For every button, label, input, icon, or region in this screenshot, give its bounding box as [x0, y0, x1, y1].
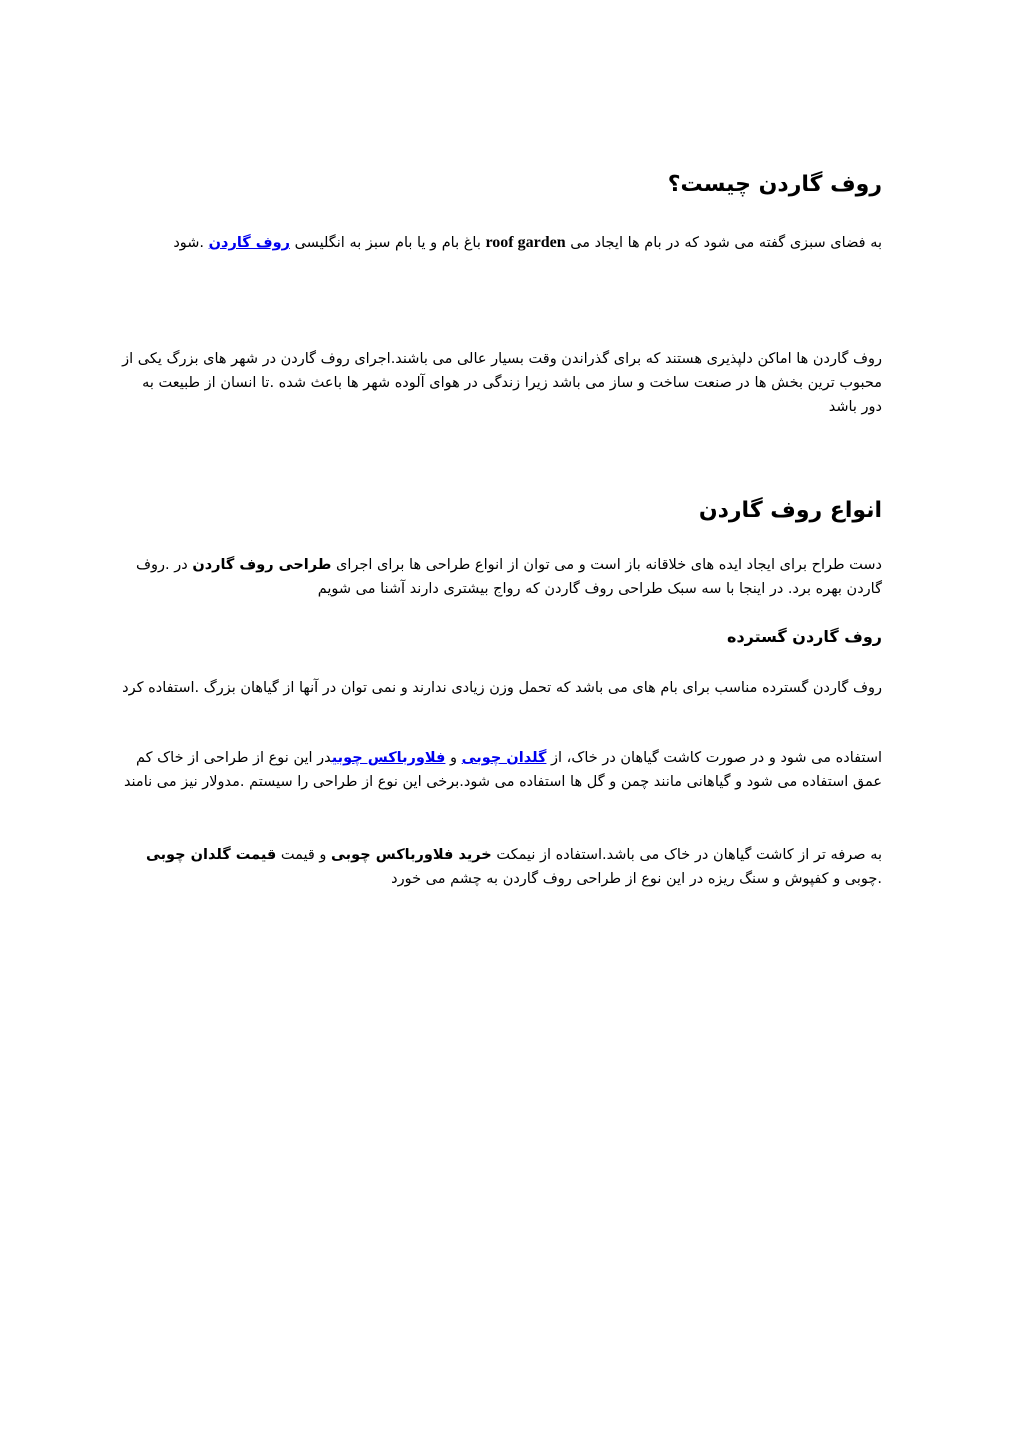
roof-garden-link[interactable]: روف گاردن	[208, 235, 290, 251]
paragraph-text: روف گاردن گسترده مناسب برای بام های می باشد که تحمل وزن زیادی ندارند و نمی توان در آنها از گیاهان بزرگ .استفاده کرد	[122, 680, 882, 696]
heading-roof-garden-types	[122, 496, 882, 526]
paragraph-soil-planting	[122, 746, 882, 794]
text-segment: استفاده می شود و در صورت کاشت گیاهان در خاک، از	[551, 750, 882, 766]
bold-term: خرید فلاورباکس چوبی	[331, 847, 492, 863]
heading-what-is-roof-garden	[122, 170, 882, 200]
wooden-pot-link[interactable]: گلدان چوبی	[461, 750, 547, 766]
paragraph-types-intro	[122, 553, 882, 601]
paragraph-text: روف گاردن ها اماکن دلپذیری هستند که برای گذراندن وقت بسیار عالی می باشند.اجرای روف گاردن در شهر های بزرگ یکی از محبوب ترین بخش ها در صنعت ساخت و ساز می باشد زیرا زندگی در هوای آلوده شهر ها باعث شده .تا انسان از طبیعت به دور باشد	[122, 351, 882, 415]
text-segment: در .روف گاردن بهره برد. در اینجا با سه سبک طراحی روف گاردن که رواج بیشتری دارند آشنا می شویم	[135, 557, 882, 597]
wooden-flowerbox-link[interactable]: فلاورباکس چوبی	[331, 750, 446, 766]
text-segment: .چوبی و کفپوش و سنگ ریزه در این نوع از طراحی روف گاردن به چشم می خورد	[391, 871, 882, 887]
bold-term: قیمت گلدان چوبی	[145, 847, 277, 863]
heading-text: انواع روف گاردن	[698, 498, 882, 523]
heading-text: روف گاردن گسترده	[727, 627, 882, 646]
paragraph-definition	[122, 231, 882, 255]
paragraph-benefits	[122, 347, 882, 419]
text-segment: دست طراح برای ایجاد ایده های خلاقانه باز است و می توان از انواع طراحی ها برای اجرای	[336, 557, 882, 573]
paragraph-cost	[122, 843, 882, 891]
paragraph-extensive	[122, 676, 882, 700]
text-segment: به صرفه تر از کاشت گیاهان در خاک می باشد.استفاده از نیمکت	[496, 847, 882, 863]
text-segment: به فضای سبزی گفته می شود که در بام ها ایجاد می	[570, 235, 882, 251]
text-segment: و قیمت	[280, 847, 327, 863]
heading-text: روف گاردن چیست؟	[667, 172, 882, 197]
text-segment: در این نوع از طراحی از خاک کم عمق استفاده می شود و گیاهانی مانند چمن و گل ها استفاده می شود.برخی این نوع از طراحی را سیستم .مدولار نیز می نامند	[123, 750, 882, 790]
text-segment: و	[450, 750, 458, 766]
text-segment: باغ بام و یا بام سبز به انگلیسی	[294, 235, 481, 251]
text-segment: .شود	[173, 235, 205, 251]
english-term: roof garden	[485, 234, 566, 251]
bold-term: طراحی روف گاردن	[192, 557, 332, 573]
heading-extensive-roof-garden	[122, 625, 882, 649]
